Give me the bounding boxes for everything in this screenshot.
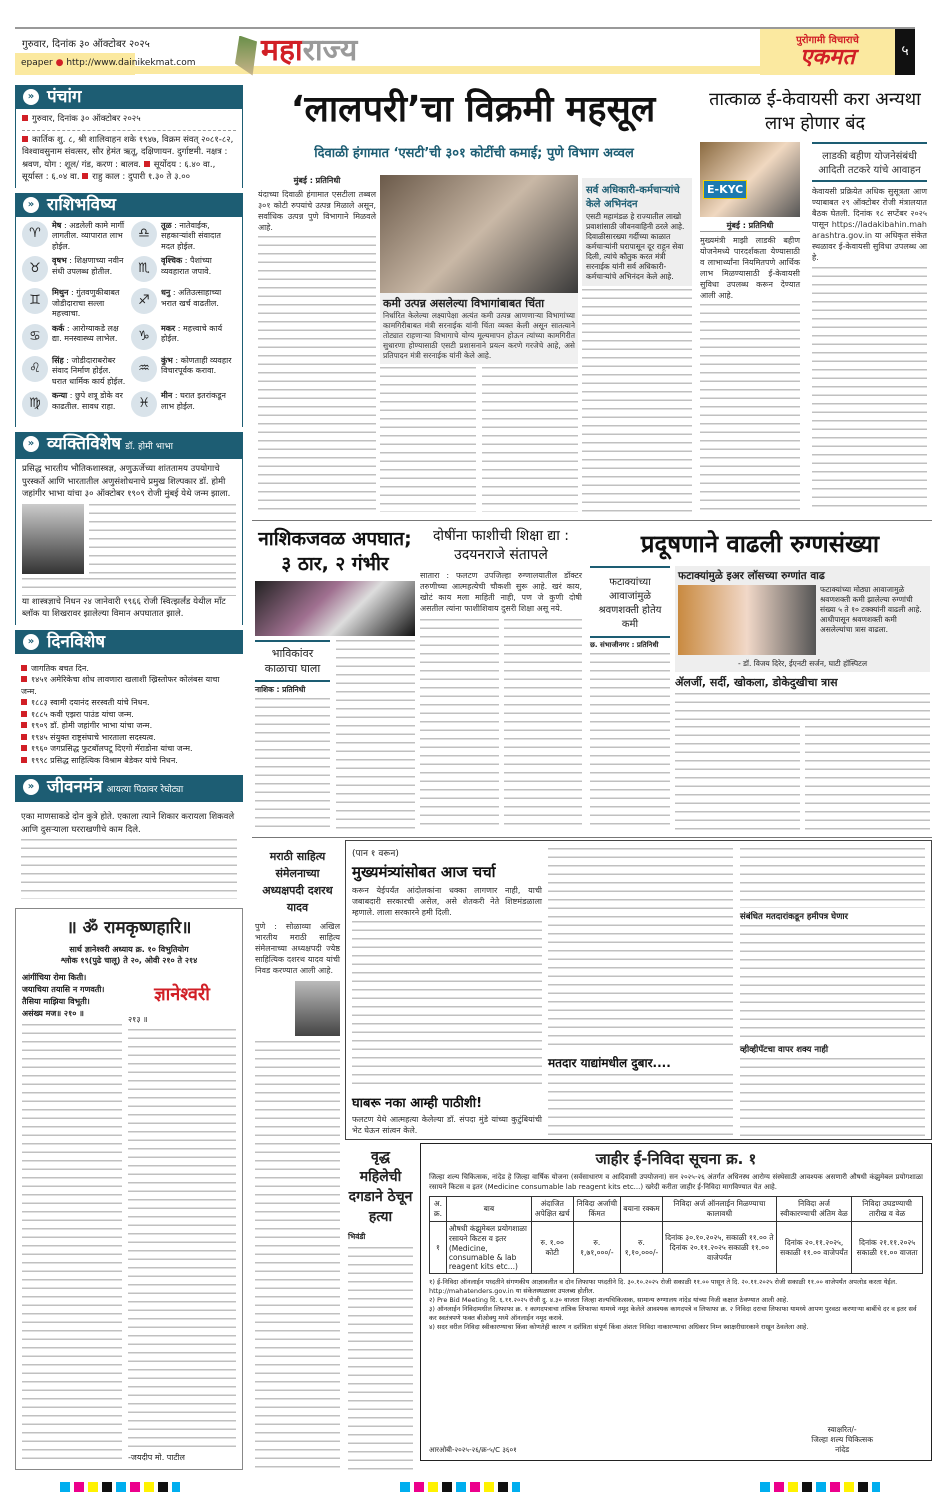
zodiac-9-icon: ♒: [131, 356, 157, 382]
panchang-text: कार्तिक शु. ८, श्री शालिवाहन शके १९४७, विक्रम संवत् २०८१-८२, विश्वावसुनाम संवत्सर, सौर हेमंत ऋतू, दक्षिणायन. दुर्गाष्टमी. नक्षत्र : श्रवण, योग : शूल/ गंड, करण : बालव.: [22, 134, 234, 170]
verse-line: जयाचिया तयासि न गणवती।: [22, 985, 105, 994]
rashi-text: मकर : महत्त्वाचे कार्य होईल.: [161, 323, 223, 343]
felicitation-text: एसटी महामंडळ हे राज्यातील लाखो प्रवाशांसाठी जीवनवाहिनी ठरले आहे. दिवाळीसारख्या गर्दीच्या काळात कर्मचाऱ्यांनी घरापासून दूर राहून सेवा दिली, त्यांचे कौतुक करत मंत्री सरनाईक यांनी सर्व अधिकारी-कर्मचाऱ्यांचे अभिनंदन केले आहे.: [586, 212, 685, 281]
zodiac-5-icon: ♐: [131, 288, 157, 314]
dinvishesh-text: जागतिक बचत दिन.: [31, 663, 89, 673]
tender-col-header: निविदा अर्ज ऑनलाईन मिळण्याचा कालावधी: [662, 1197, 776, 1222]
vyakti-title: व्यक्तिविशेष: [47, 434, 122, 454]
rashi-text: मेष : अडलेली कामे मार्गी लागतील. व्यापारात लाभ होईल.: [52, 220, 125, 251]
rashi-forecast: कोणताही व्यवहार विचारपूर्वक करावा.: [161, 355, 232, 375]
rashi-forecast: घरात इतरांकडून लाभ होईल.: [161, 391, 226, 411]
dinvishesh-item: [21, 709, 237, 721]
ear-loss-title: फटाक्यांमुळे इअर लॉसच्या रुग्णांत वाढ: [678, 570, 825, 582]
zodiac-7-icon: ♑: [131, 324, 157, 350]
body-text-lines: [812, 267, 927, 513]
lead-body: यंदाच्या दिवाळी हंगामात एसटीला तब्बल ३०१ कोटी रुपयांचे उत्पन्न मिळाले असून, सर्वाधिक उत्पन्न पुणे विभागाने मिळवले आहे.: [258, 190, 376, 232]
zodiac-10-icon: ♍: [22, 391, 48, 417]
body-text-lines: [255, 698, 330, 830]
minister-bus-photo: [380, 175, 578, 293]
rashi-title: राशिभविष्य: [47, 194, 117, 215]
dinvishesh-text: १४५१ अमेरिकेचा शोध लावणारा खलाशी ख्रिस्तोफर कोलंबस याचा जन्म.: [21, 675, 220, 696]
panchang-title: पंचांग: [47, 87, 82, 107]
tender-header-row: [430, 1197, 923, 1222]
dinvishesh-text: १९०९ डॉ. होमी जहांगीर भाभा यांचा जन्म.: [31, 721, 153, 730]
masthead: [760, 29, 895, 75]
rashi-name: धनु: [161, 288, 171, 297]
paper-name: एकमत: [800, 45, 855, 70]
body-text-lines: [22, 578, 236, 596]
ekyc-box: लाडकी बहीण योजनेसंबंधी आदिती तटकरे यांचे आवाहन: [812, 142, 927, 182]
ramkrishna-title: ॥ ॐ रामकृष्णहारि॥: [66, 918, 192, 938]
sahitya-story: [255, 848, 340, 1470]
zodiac-4-icon: ♊: [22, 288, 48, 314]
verse-line: असंख्य मज॥ २१० ॥: [22, 1009, 84, 1018]
body-text-lines: [22, 1024, 122, 1463]
tender-note: ३) ऑनलाईन निविदामधील लिफाफा क्र. १ कागदपत्राचा तांत्रिक लिफाफा यामध्ये नमूद केलेले आवश्यक कागदपत्रे व लिफाफा क्र. २ निविदा दराचा लिफाफा यामध्ये आपण पुरवठा करणाऱ्या बाबींचे दर व इतर सर्व कर स्वतंत्रपणे फक्त बीओक्यु मध्ये ऑनलाईन नमूद करावे.: [429, 1305, 917, 1322]
rashi-item: [131, 256, 236, 284]
vyakti-box: [15, 459, 243, 625]
cm-kicker: (पान १ वरून): [352, 849, 399, 859]
sahitya-headline: मराठी साहित्य संमेलनाच्या अध्यक्षपदी दशरथ यादव: [262, 850, 333, 914]
tender-col-header: निविदा उघडण्याची तारीख व वेळ: [852, 1197, 923, 1222]
dinvishesh-item: [21, 755, 237, 767]
cm-column-1: [352, 846, 542, 1136]
vyakti-subject: डॉ. होमी भाभा: [125, 442, 173, 452]
rashi-text: वृश्चिक : पैशांच्या व्यवहारात जपावे.: [161, 256, 212, 276]
tender-intro: जिल्हा शल्य चिकित्सक, नांदेड हे जिल्हा वार्षिक योजना (सर्वसाधारण व आदिवासी उपयोजना) सन २०२५-२६ अंतर्गत अधिनस्थ आरोग्य संस्थेसाठी आवश्यक असणारी औषधी कंझुमेबल प्रयोगशाळा रसायने किटस व इतर (Medicine consumable lab reagent kits etc...) खरेदी करीता जाहीर ई-निविदा मागविण्यात येत आहे.: [429, 1173, 923, 1191]
zodiac-1-icon: ♎: [131, 221, 157, 247]
body-text-lines: [700, 304, 800, 513]
cm-headline: मुख्यमंत्र्यांसोबत आज चर्चा: [352, 863, 496, 881]
body-text-lines: [548, 848, 733, 1051]
rashi-forecast: महत्त्वाचे कार्य होईल.: [161, 323, 223, 343]
fashi-story: [420, 527, 582, 830]
felicitation-title: सर्व अधिकारी-कर्मचाऱ्यांचे केले अभिनंदन: [586, 185, 680, 210]
lead-column-1: [258, 175, 376, 512]
rashi-name: सिंह: [52, 355, 64, 365]
vyakti-lead: प्रसिद्ध भारतीय भौतिकशास्त्रज्ञ, अणुऊर्जेच्या शांततामय उपयोगाचे पुरस्कर्ते आणि भारतातील अणुसंशोधनाचे प्रमुख शिल्पकार डॉ. होमी जहांगीर भाभा यांचा ३० ऑक्टोबर १९०९ रोजी मुंबई येथे जन्म झाला.: [22, 464, 231, 499]
dinvishesh-item: [21, 663, 237, 675]
caption-text: निर्धारित केलेल्या लक्ष्यापेक्षा अत्यंत कमी उत्पन्न आणणाऱ्या विभागांच्या कामगिरीबाबत मंत्री सरनाईक यांनी चिंता व्यक्त केली असून सातत्याने तोट्यात राहणाऱ्या विभागाचे योग्य मूल्यमापन होऊन त्यांच्या कामगिरीत सुधारणा होण्यासाठी एसटी प्रशासनाने प्रयत्न करणे गरजेचे आहे, असे प्रतिपादन मंत्री सरनाईक यांनी केले आहे.: [383, 311, 575, 360]
vyakti-header: [15, 432, 243, 459]
rashi-text: कन्या : छुपे शत्रू डोके वर काढतील. सावध राहा.: [52, 391, 123, 411]
logo-part-a: महा: [261, 33, 303, 68]
cm-column-2: [548, 848, 733, 1136]
rashi-forecast: छुपे शत्रू डोके वर काढतील. सावध राहा.: [52, 391, 123, 411]
zodiac-3-icon: ♏: [131, 256, 157, 282]
body-text-lines: [128, 1029, 236, 1448]
yadav-photo: [295, 981, 340, 1036]
rashi-forecast: अडलेली कामे मार्गी लागतील. व्यापारात लाभ होईल.: [52, 220, 125, 251]
pollution-box: फटाक्यांच्या आवाजांमुळे श्रवणशक्ती होतेय कमी: [590, 566, 670, 638]
tender-note: १) ई-निविदा ऑनलाईन पध्दतीने संगणकीय आज्ञावलीत व दोन लिफाफा पध्दतीने दि. ३०.१०.२०२५ रोजी सकाळी ११.०० पासून ते दि. २०.११.२०२५ रोजी सकाळी ११.०० वाजेपर्यंत अपलोड करता येईल. http://mahatenders.gov.in या संकेतस्थळावर उपलब्ध होतील.: [429, 1278, 898, 1295]
rashi-name: कुंभ: [161, 355, 173, 365]
author-sign: -जयदीप मो. पाटील: [128, 1453, 185, 1462]
pollution-dateline: छ. संभाजीनगर : प्रतिनिधी: [590, 641, 659, 649]
zodiac-8-icon: ♌: [22, 356, 48, 382]
jeevan-subtitle: आयत्या पिठावर रेघोट्या: [106, 785, 184, 795]
tender-table: [429, 1196, 923, 1274]
murder-story: [348, 1147, 413, 1470]
rashi-forecast: जोडीदाराबरोबर संवाद निर्माण होईल. घरात धार्मिक कार्य होईल.: [52, 355, 126, 386]
cm-body: करून येईपर्यंत आंदोलकांना धक्का लागणार नाही, याची जबाबदारी सरकारची असेल, असे शेतकरी नेते शिष्टमंडळाला म्हणाले. लाला सरकारने हमी दिली.: [352, 886, 542, 917]
tender-cell: दिनांक २०.११.२०२५, सकाळी ११.०० वाजेपर्यंत: [776, 1222, 851, 1274]
body-text-lines: [348, 1247, 413, 1470]
accident-box: भाविकांवर काळाचा घाला: [255, 640, 330, 682]
rashi-item: [22, 391, 127, 419]
zodiac-2-icon: ♉: [22, 256, 48, 282]
rashi-item: [22, 256, 127, 284]
rashi-forecast: अतिउत्साहाच्या भरात खर्च वाढतील.: [161, 288, 222, 308]
pollution-column-2: [675, 566, 930, 830]
body-text-lines: [548, 1074, 733, 1136]
tender-note: ४) सदर वरील निविदा स्वीकारण्याचा किंवा कोणतेही कारण न दर्शविता संपूर्ण किंवा अंशतः निविदा नाकारण्याचा अधिकार निम्न स्वाक्षरीधारकाने राखून ठेवलेला आहे.: [429, 1323, 809, 1331]
epaper-label: epaper: [21, 58, 53, 68]
rashi-name: मेष: [52, 220, 62, 230]
accident-photo: [255, 581, 415, 636]
body-text-lines: [740, 848, 925, 908]
rashi-name: तूळ: [161, 220, 172, 230]
ear-photo: [678, 585, 816, 655]
tender-col-header: निविदा अर्ज स्वीकारण्याची अंतिम वेळ: [776, 1197, 851, 1222]
lead-subheadline: दिवाळी हंगामात ‘एसटी’ची ३०१ कोटींची कमाई; पुणे विभाग अव्वल: [314, 146, 634, 161]
body-text-lines: [420, 619, 499, 830]
sign-line: जिल्हा शल्य चिकित्सक: [811, 1435, 873, 1444]
pollution-headline: प्रदूषणाने वाढली रुग्णसंख्या: [640, 530, 880, 558]
dinvishesh-text: १९६० जगप्रसिद्ध फुटबॉलपटू दिएगो मॅराडोना यांचा जन्म.: [31, 744, 193, 753]
section-logo: [235, 28, 375, 78]
rashi-forecast: शिक्षणाच्या नवीन संधी उपलब्ध होतील.: [52, 256, 124, 276]
rashi-name: वृश्चिक: [161, 256, 183, 265]
dinvishesh-text: १८८५ कवी एझरा पाउंड यांचा जन्म.: [31, 709, 134, 719]
rashi-text: कुंभ : कोणताही व्यवहार विचारपूर्वक करावा.: [161, 355, 232, 375]
minister-photo: [700, 142, 800, 217]
accident-dateline: नाशिक : प्रतिनिधी: [255, 685, 306, 694]
rashi-item: [131, 221, 236, 253]
lead-dateline: मुंबई : प्रतिनिधी: [293, 176, 341, 185]
body-text-lines: [805, 726, 930, 830]
rashi-text: तूळ : नातेवाईक, सहकाऱ्यांशी संवादात मदत होईल.: [161, 220, 221, 251]
rashi-name: मीन: [161, 391, 173, 400]
rashi-text: मिथुन : गुंतवणुकीबाबत जोडीदाराचा सल्ला महत्त्वाचा.: [52, 288, 120, 318]
zodiac-11-icon: ♓: [131, 391, 157, 417]
dinvishesh-text: १८८३ स्वामी दयानंद सरस्वती यांचे निधन.: [31, 698, 150, 707]
body-text-lines: [21, 839, 237, 899]
sahitya-body: पुणे : सोळाव्या अखिल भारतीय मराठी साहित्य संमेलनाच्या अध्यक्षपदी ज्येष्ठ साहित्यिक दशरथ यादव यांची निवड करण्यात आली आहे.: [255, 922, 340, 975]
shlok-line: श्लोक १९(पुढे चालू) ते २०, ओवी २१० ते २१४: [60, 956, 198, 965]
ear-loss-text: फटाक्यांच्या मोठ्या आवाजामुळे श्रवणशक्ती कमी झालेल्या रुग्णांची संख्या ५ ते १० टक्क्यांनी वाढली आहे. आधीपासून श्रवणशक्ती कमी असलेल्यांचा त्रास वाढला.: [820, 585, 922, 634]
color-registration-bar: [60, 1482, 180, 1492]
epaper-link[interactable]: [15, 53, 196, 75]
rashi-name: मिथुन: [52, 288, 69, 297]
cm-subhead-vvpat: व्हीव्हीपॅटचा वापर शक्य नाही: [740, 1045, 829, 1055]
chevron-down-icon: »: [23, 197, 39, 213]
felicitation-box: [582, 178, 692, 286]
body-text-lines: [590, 653, 670, 830]
body-text-lines: [675, 726, 800, 830]
dinvishesh-item: [21, 732, 237, 744]
panchang-header: [15, 85, 243, 109]
rashi-item: [22, 221, 127, 253]
body-text-lines: [504, 619, 583, 830]
body-text-lines: [740, 1058, 925, 1136]
rashi-item: [22, 288, 127, 320]
chevron-down-icon: »: [23, 89, 39, 105]
rashi-item: [22, 324, 127, 352]
lead-column-2: [380, 293, 578, 512]
rahu-kaal: राहु काल : दुपारी १.३० ते ३.००: [92, 172, 191, 182]
jeevan-header: [15, 775, 243, 802]
chevron-down-icon: »: [23, 634, 39, 650]
dinvishesh-header: [15, 630, 243, 654]
rashi-item: [131, 391, 236, 419]
rashi-name: मकर: [161, 323, 176, 333]
rashi-forecast: पैशांच्या व्यवहारात जपावे.: [161, 256, 212, 276]
rashi-item: [22, 356, 127, 388]
cm-subhead: घाबरू नका आम्ही पाठीशी!: [352, 1096, 483, 1111]
rashi-item: [131, 288, 236, 320]
tender-cell: दिनांक ३०.१०.२०२५, सकाळी ११.०० ते दिनांक २०.११.२०२५ सकाळी ११.०० वाजेपर्यंत: [662, 1222, 776, 1274]
tagline: पुरोगामी विचाराचे: [796, 35, 859, 46]
ekyc-headline: तात्काळ ई-केवायसी करा अन्यथा लाभ होणार बंद: [709, 89, 921, 134]
rashi-text: कर्क : आरोग्याकडे लक्ष द्या. मनस्वास्थ्य लाभेल.: [52, 323, 119, 343]
tender-notice: [420, 1143, 932, 1461]
fashi-headline: दोषींना फाशीची शिक्षा द्या : उदयनराजे संतापले: [432, 528, 570, 563]
tender-footer: [429, 1425, 923, 1455]
section-divider: [252, 837, 932, 838]
allergy-title: ॲलर्जी, सर्दी, खोकला, डोकेदुखीचा त्रास: [675, 676, 838, 689]
sign-line: नांदेड: [835, 1445, 850, 1454]
dinvishesh-text: १९४५ संयुक्त राष्ट्रसंघाचे भारताला सदस्यत्व.: [31, 732, 156, 742]
murder-dateline: भिवंडी: [348, 1232, 366, 1241]
accident-story: [255, 527, 415, 830]
tender-cell: रु. १.०० कोटी: [531, 1222, 573, 1274]
tender-cell: १: [430, 1222, 447, 1274]
dinvishesh-title: दिनविशेष: [47, 631, 106, 652]
chevron-down-icon: »: [23, 436, 39, 452]
rashi-text: धनु : अतिउत्साहाच्या भरात खर्च वाढतील.: [161, 288, 222, 308]
chevron-down-icon: »: [23, 779, 39, 795]
rashi-name: वृषभ: [52, 256, 67, 265]
caption-title: कमी उत्पन्न असलेल्या विभागांबाबत चिंता: [383, 297, 545, 310]
murder-headline: वृद्ध महिलेची दगडाने ठेचून हत्या: [348, 1149, 413, 1225]
tender-title: जाहीर ई-निविदा सूचना क्र. १: [595, 1150, 757, 1168]
panchang-box: [15, 109, 243, 188]
tender-col-header: बयाना रक्कम: [621, 1197, 663, 1222]
left-column: [15, 85, 243, 1470]
rashi-forecast: गुंतवणुकीबाबत जोडीदाराचा सल्ला महत्त्वाचा.: [52, 288, 120, 318]
ekyc-story: [700, 88, 930, 513]
panchang-date: गुरुवार, दिनांक ३० ऑक्टोबर २०२५: [32, 114, 141, 124]
body-text-lines: [675, 693, 930, 723]
ekyc-badge: E-KYC: [703, 180, 747, 199]
cm-column-3: [740, 848, 925, 1136]
rashi-text: वृषभ : शिक्षणाच्या नवीन संधी उपलब्ध होतील.: [52, 256, 124, 276]
caption-box: [380, 293, 578, 364]
epaper-url: http://www.dainikekmat.com: [66, 58, 196, 68]
vyakti-end: या शास्त्रज्ञाचे निधन २४ जानेवारी १९६६ रोजी स्वित्झर्लंड येथील मॉंट ब्लॉक या शिखरावर झालेल्या विमान अपघातात झाले.: [22, 596, 226, 619]
verse-line: तैसिया माझिया विभूती।: [22, 997, 90, 1006]
body-text-lines: [336, 640, 415, 830]
body-text-lines: [255, 1041, 340, 1470]
tender-col-header: अंदाजित अपेक्षित खर्च: [531, 1197, 573, 1222]
tender-col-header: अ. क्र.: [430, 1197, 447, 1222]
tender-col-header: बाब: [446, 1197, 531, 1222]
rashi-name: कर्क: [52, 323, 65, 333]
ear-loss-sign: - डॉ. विजय दिरेर, ईएनटी सर्जन, घाटी हॉस्पिटल: [737, 659, 868, 668]
sign-line: स्वाक्षरित/-: [827, 1425, 857, 1434]
cm-subhead-hamipatra: संबंधित मतदारांकडून हमीपत्र घेणार: [740, 912, 849, 922]
body-text-lines: [582, 289, 692, 512]
dinvishesh-item: [21, 674, 237, 697]
ekyc-body: मुख्यमंत्री माझी लाडकी बहीण योजनेमध्ये पारदर्शकता येण्यासाठी व लाभार्थ्यांना नियमितपणे आर्थिक लाभ मिळण्यासाठी ई-केवायसी सुविधा उपलब्ध करून देण्यात आली आहे.: [700, 236, 800, 300]
sun-times: सूर्योदय : ६.४० वा., सूर्यास्त : ६.०४ वा.: [22, 159, 216, 182]
body-text-lines: [482, 367, 578, 512]
dinvishesh-list: [15, 659, 243, 771]
body-text-lines: [258, 236, 376, 512]
tender-cell: औषधी कंझुमेबल प्रयोगशाळा रसायने किटस व इतर (Medicine, consumable & lab reagent kits etc...): [446, 1222, 531, 1274]
maharashtra-map-icon: [235, 36, 257, 76]
accident-headline: नाशिकजवळ अपघात; ३ ठार, २ गंभीर: [258, 528, 412, 575]
lead-column-3: [582, 178, 692, 512]
dinvishesh-item: [21, 720, 237, 732]
lead-headline: ‘लालपरी’चा विक्रमी महसूल: [290, 89, 656, 130]
tender-cell: रु. १,७१,०००/-: [573, 1222, 621, 1274]
ekyc-body2: केवायसी प्रक्रियेत अधिक सुसूत्रता आणण्याबाबत २९ ऑक्टोबर रोजी मंत्रालयात बैठक घेतली. दिनांक १८ सप्टेंबर २०२५ पासून https://ladakibahin.maharashtra.gov.in या अधिकृत संकेतस्थळावर ई-केवायसी सुविधा उपलब्ध आहे.: [812, 187, 927, 262]
rashi-forecast: नातेवाईक, सहकाऱ्यांशी संवादात मदत होईल.: [161, 220, 221, 251]
color-registration-bar: [760, 1482, 880, 1492]
rashi-item: [131, 356, 236, 388]
tender-row: [430, 1222, 923, 1274]
rashi-header: [15, 193, 243, 217]
jeevan-text: एका माणसाकडे दोन कुत्रे होते. एकाला त्याने शिकार करायला शिकवले आणि दुसऱ्याला घरराखणीचे काम दिले.: [21, 812, 235, 835]
dinvishesh-item: [21, 697, 237, 709]
rashi-item: [131, 324, 236, 352]
body-text-lines: [89, 504, 236, 574]
ear-loss-box: [675, 566, 930, 672]
rashi-grid: [15, 217, 243, 428]
dinvishesh-item: [21, 743, 237, 755]
page-number: ५: [895, 29, 915, 75]
jeevan-title: जीवनमंत्र: [47, 777, 103, 797]
cm-subhead-dubar: मतदार याद्यांमधील दुबार....: [548, 1056, 671, 1070]
ramkrishna-box: [15, 908, 243, 1470]
tender-cell: दिनांक २१.११.२०२५ सकाळी ११.०० वाजता: [852, 1222, 923, 1274]
issue-date: गुरुवार, दिनांक ३० ऑक्टोबर २०२५: [22, 39, 150, 50]
zodiac-6-icon: ♋: [22, 324, 48, 350]
adhyay-line: सार्थ ज्ञानेश्वरी अध्याय क्र. १० विभुतियोग: [69, 945, 189, 954]
cm-sub2-text: फलटण येथे आत्महत्या केलेल्या डॉ. संपदा मुंडे यांच्या कुटुंबियांची भेट घेऊन सांत्वन केले.: [352, 1115, 542, 1135]
tender-notes: [429, 1278, 923, 1332]
tender-cell: रु. १,१०,०००/-: [621, 1222, 663, 1274]
tender-col-header: निविदा अर्जाची किंमत: [573, 1197, 621, 1222]
ovi-number: २१३ ॥: [128, 1015, 148, 1024]
globe-icon: ●: [55, 58, 64, 68]
color-registration-bar: [400, 1482, 520, 1492]
verse-line: आंगींचिया रोमा किती।: [22, 973, 87, 982]
portrait-photo: [22, 504, 84, 574]
dnyaneshwari-logo: ज्ञानेश्वरी: [154, 984, 210, 1005]
jeevan-box: [15, 807, 243, 903]
dinvishesh-text: १९९८ प्रसिद्ध साहित्यिक विश्राम बेडेकर यांचे निधन.: [31, 755, 178, 765]
body-text-lines: [380, 367, 476, 512]
tender-note: २) Pre Bid Meeting दि. ६.११.२०२५ रोजी दु. ४.३० वाजता जिल्हा शल्यचिकित्सक, सामान्य रुग्णालय नांदेड यांच्या निजी कक्षात ठेवण्यात आली आहे.: [429, 1296, 789, 1304]
fashi-body: सातारा : फलटण उपजिल्हा रुग्णालयातील डॉक्टर तरुणीच्या आत्महत्येची चौकशी सुरू आहे. खरं काय, खोटं काय मला माहिती नाही, पण जे कुणी दोषी असतील त्यांना फाशीशिवाय दुसरी शिक्षा असू नये.: [420, 571, 582, 613]
rashi-text: सिंह : जोडीदाराबरोबर संवाद निर्माण होईल. घरात धार्मिक कार्य होईल.: [52, 355, 126, 386]
section-divider: [252, 520, 932, 521]
rashi-forecast: आरोग्याकडे लक्ष द्या. मनस्वास्थ्य लाभेल.: [52, 323, 119, 343]
tender-ref: आरओबी-२०२५-२६/क्र-५/C ३६०१: [429, 1446, 517, 1454]
pollution-column-1: [590, 566, 670, 830]
body-text-lines: [740, 925, 925, 1041]
zodiac-0-icon: ♈: [22, 221, 48, 247]
body-text-lines: [352, 921, 542, 1090]
rashi-name: कन्या: [52, 391, 68, 400]
ekyc-dateline: मुंबई : प्रतिनिधी: [700, 220, 800, 232]
rashi-text: मीन : घरात इतरांकडून लाभ होईल.: [161, 391, 226, 411]
tender-signature: [811, 1425, 873, 1455]
logo-part-b: राज्य: [302, 33, 358, 68]
